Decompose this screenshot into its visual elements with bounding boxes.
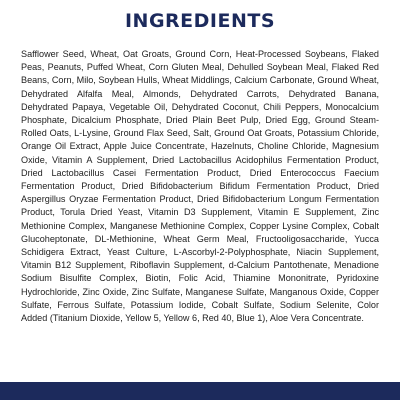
ingredients-list-text: Safflower Seed, Wheat, Oat Groats, Ground Corn, Heat-Processed Soybeans, Flaked Peas, Peanuts, Puffed Wheat, Corn Gluten Meal, Dehulled Soybean Meal, Flaked Red Beans, Corn, Milo, Soybean Hulls, Wheat Middlings, Calcium Carbonate, Ground Wheat, Dehydrated Alfalfa Meal, Almonds, Dehydrated Carrots, Dehydrated Banana, Dehydrated Papaya, Vegetable Oil, Dehydrated Coconut, Chili Peppers, Monocalcium Phosphate, Dicalcium Phosphate, Dried Plain Beet Pulp, Dried Egg, Ground Steam-Rolled Oats, L-Lysine, Ground Flax Seed, Salt, Ground Oat Groats, Potassium Chloride, Orange Oil Extract, Apple Juice Concentrate, Hazelnuts, Choline Chloride, Magnesium Oxide, Vitamin A Supplement, Dried Lactobacillus Acidophilus Fermentation Product, Dried Lactobacillus Casei Fermentation Product, Dried Enterococcus Faecium Fermentation Product, Dried Bifidobacterium Bifidum Fermentation Product, Dried Aspergillus Oryzae Fermentation Product, Dried Bifidobacterium Longum Fermentation Product, Torula Dried Yeast, Vitamin D3 Supplement, Vitamin E Supplement, Zinc Methionine Complex, Manganese Methionine Complex, Copper Lysine Complex, Cobalt Glucoheptonate, DL-Methionine, Wheat Germ Meal, Fructooligosaccharide, Yucca Schidigera Extract, Yeast Culture, L-Ascorbyl-2-Polyphosphate, Niacin Supplement, Vitamin B12 Supplement, Riboflavin Supplement, d-Calcium Pantothenate, Menadione Sodium Bisulfite Complex, Biotin, Folic Acid, Thiamine Mononitrate, Pyridoxine Hydrochloride, Zinc Oxide, Zinc Sulfate, Manganese Sulfate, Manganous Oxide, Copper Sulfate, Ferrous Sulfate, Potassium Iodide, Cobalt Sulfate, Sodium Selenite, Color Added (Titanium Dioxide, Yellow 5, Yellow 6, Red 40, Blue 1), Aloe Vera Concentrate.	[21, 49, 379, 324]
footer-bar	[0, 382, 400, 400]
ingredients-title: INGREDIENTS	[124, 10, 276, 32]
